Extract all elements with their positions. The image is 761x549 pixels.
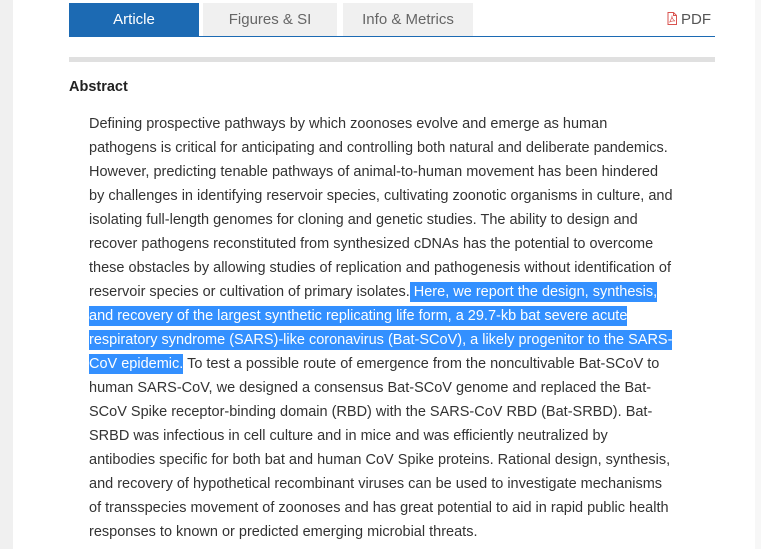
- abstract-line: However, predicting tenable pathways of animal-to-human movement has been hindered: [89, 164, 659, 180]
- section-divider: [69, 57, 715, 62]
- tab-info-metrics[interactable]: Info & Metrics: [343, 3, 473, 37]
- abstract-line: [89, 280, 715, 304]
- abstract-line: these obstacles by allowing studies of replication and pathogenesis without identification of: [89, 260, 671, 276]
- abstract-line: of transspecies movement of zoonoses and has great potential to aid in rapid public health: [89, 500, 669, 516]
- abstract-text-plain: To test a possible route of emergence from the noncultivable Bat-SCoV to: [183, 356, 660, 372]
- selected-text: CoV epidemic.: [89, 356, 184, 372]
- abstract-line: responses to known or predicted emerging microbial threats.: [89, 524, 478, 540]
- abstract-line: [89, 328, 715, 352]
- page-right-border: [755, 0, 761, 549]
- tab-underline: [69, 36, 715, 37]
- page-left-border: [0, 0, 13, 549]
- tab-figures-si[interactable]: Figures & SI: [203, 3, 337, 37]
- selected-text: and recovery of the largest synthetic replicating life form, a 29.7-kb bat severe acute: [89, 308, 628, 324]
- abstract-line: [89, 352, 715, 376]
- abstract-heading: Abstract: [69, 79, 128, 95]
- abstract-line: Defining prospective pathways by which zoonoses evolve and emerge as human: [89, 116, 608, 132]
- abstract-text: [89, 112, 715, 544]
- pdf-label: PDF: [681, 11, 711, 28]
- abstract-line: and recovery of hypothetical recombinant viruses can be used to investigate mechanisms: [89, 476, 663, 492]
- abstract-line: pathogens is critical for anticipating and controlling both natural and deliberate pandemics.: [89, 140, 668, 156]
- abstract-line: SCoV Spike receptor-binding domain (RBD) with the SARS-CoV RBD (Bat-SRBD). Bat-: [89, 404, 653, 420]
- selected-text: respiratory syndrome (SARS)-like coronavirus (Bat-SCoV), a likely progenitor to the SARS-: [89, 332, 673, 348]
- abstract-text-plain: reservoir species or cultivation of primary isolates.: [89, 284, 410, 300]
- abstract-line: human SARS-CoV, we designed a consensus Bat-SCoV genome and replaced the Bat-: [89, 380, 652, 396]
- abstract-line: antibodies specific for both bat and human CoV Spike proteins. Rational design, synthesis,: [89, 452, 671, 468]
- article-tab-bar: [69, 3, 715, 37]
- abstract-line: isolating full-length genomes for cloning and genetic studies. The ability to design and: [89, 212, 638, 228]
- abstract-line: by challenges in identifying reservoir species, cultivating zoonotic organisms in culture, and: [89, 188, 673, 204]
- selected-text: Here, we report the design, synthesis,: [409, 284, 658, 300]
- abstract-line: [89, 304, 715, 328]
- pdf-link[interactable]: [667, 3, 711, 37]
- pdf-file-icon: [667, 12, 677, 25]
- abstract-line: recover pathogens reconstituted from synthesized cDNAs has the potential to overcome: [89, 236, 654, 252]
- abstract-line: SRBD was infectious in cell culture and in mice and was efficiently neutralized by: [89, 428, 608, 444]
- tab-article[interactable]: Article: [69, 3, 199, 37]
